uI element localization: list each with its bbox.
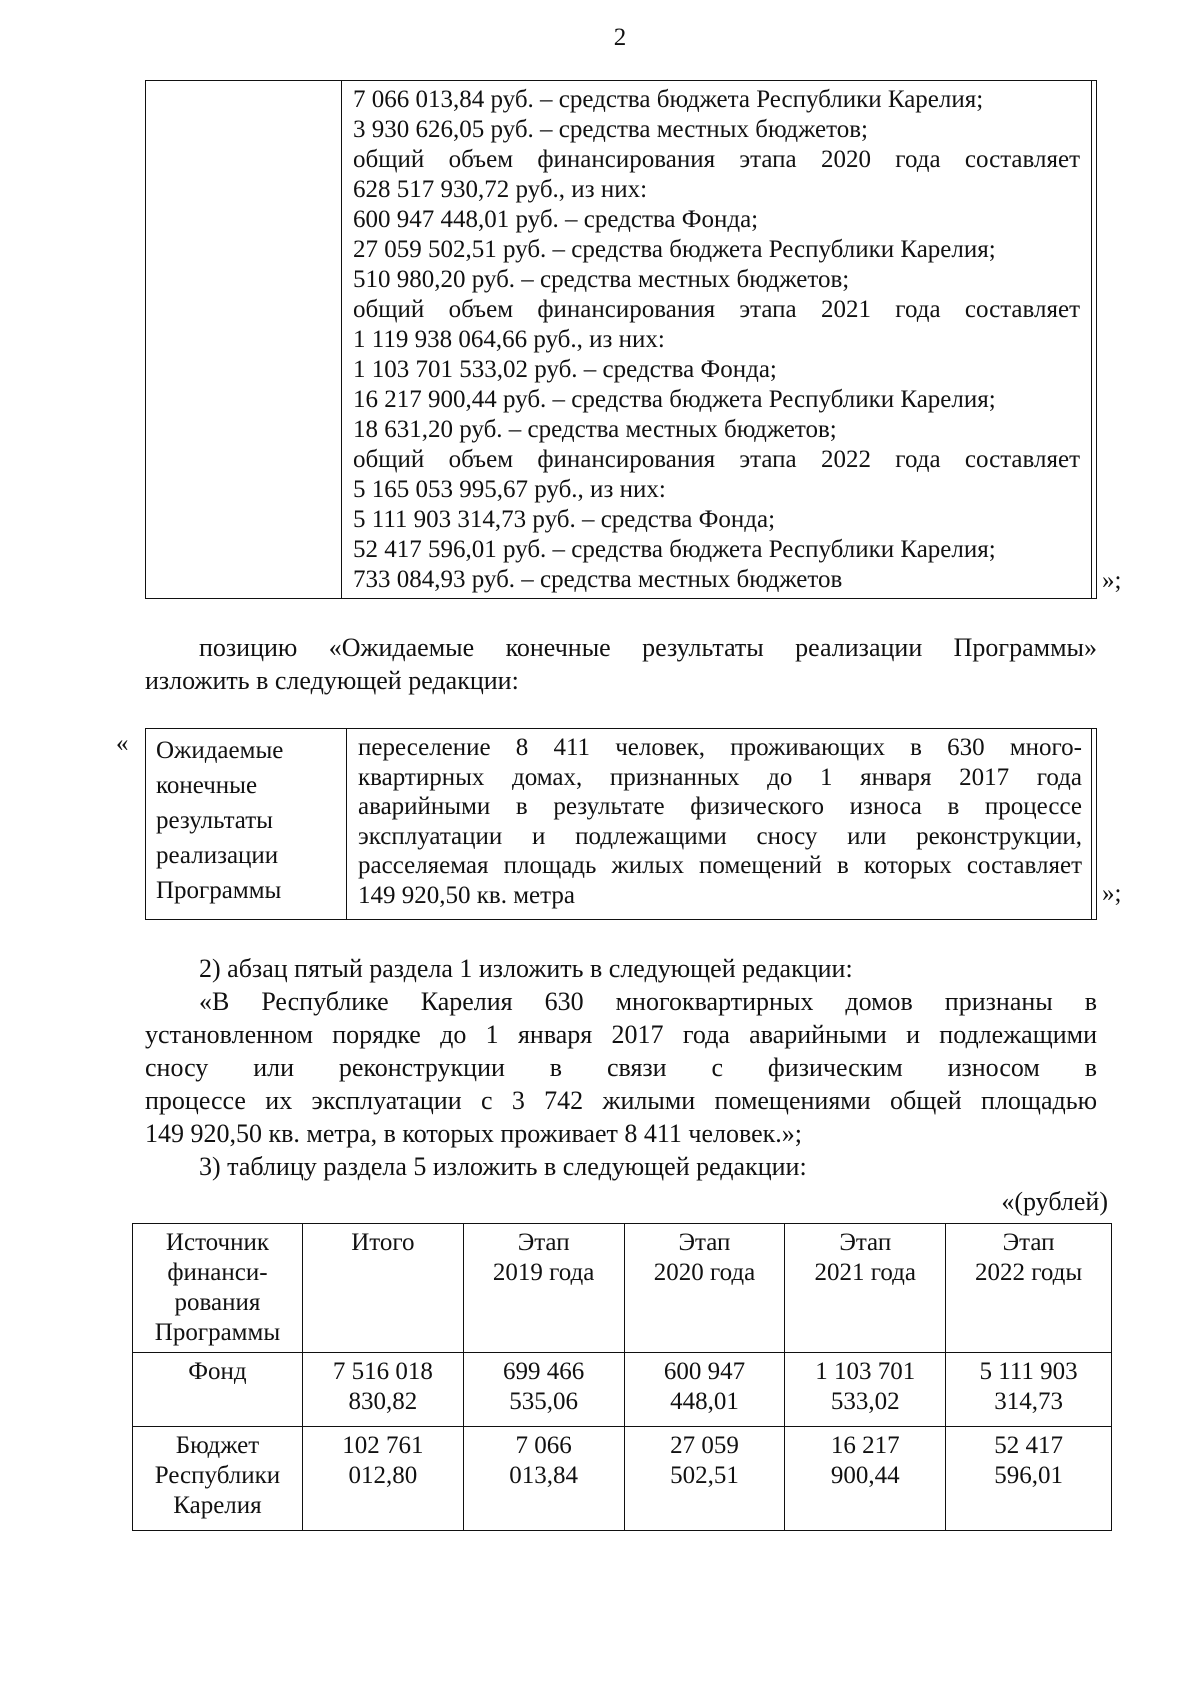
section1-line: 149 920,50 кв. метра, в которых проживает 8 411 человек.»; <box>145 1119 803 1148</box>
financing-line: общий объем финансирования этапа 2022 года составляет <box>353 446 1080 473</box>
section1-item: 2) абзац пятый раздела 1 изложить в следующей редакции: <box>199 954 853 983</box>
financing-line: 18 631,20 руб. – средства местных бюджетов; <box>353 416 837 443</box>
row-source: Фонд <box>133 1353 303 1427</box>
section1-line: «В Республике Карелия 630 многоквартирных домов признаны в <box>199 987 1097 1016</box>
label-line: Программы <box>156 877 282 904</box>
financing-line: 733 084,93 руб. – средства местных бюджетов <box>353 566 843 593</box>
financing-line: 16 217 900,44 руб. – средства бюджета Республики Карелия; <box>353 386 996 413</box>
row-2019: 699 466 535,06 <box>463 1353 624 1427</box>
results-line: квартирных домах, признанных до 1 января 2017 года <box>358 763 1082 791</box>
section1-line: процессе их эксплуатации с 3 742 жилыми помещениями общей площадью <box>145 1086 1097 1115</box>
financing-line: 510 980,20 руб. – средства местных бюджетов; <box>353 266 850 293</box>
table-row <box>133 1427 1112 1531</box>
table-row <box>133 1353 1112 1427</box>
label-line: конечные <box>156 772 258 799</box>
closing-quote: »; <box>1102 567 1122 594</box>
column-divider <box>1091 81 1092 598</box>
results-text <box>358 733 1082 910</box>
financing-line: 5 165 053 995,67 руб., из них: <box>353 476 666 503</box>
header-stage-2022: Этап 2022 годы <box>946 1224 1112 1353</box>
units-label: «(рублей) <box>1001 1187 1108 1216</box>
intro-line: изложить в следующей редакции: <box>145 666 519 695</box>
results-label <box>156 733 341 908</box>
header-source: Источник финанси- рования Программы <box>133 1224 303 1353</box>
page-number: 2 <box>613 24 627 51</box>
financing-line: 5 111 903 314,73 руб. – средства Фонда; <box>353 506 776 533</box>
section5-item: 3) таблицу раздела 5 изложить в следующей редакции: <box>199 1152 807 1181</box>
results-line: переселение 8 411 человек, проживающих в 630 много- <box>358 734 1082 761</box>
closing-quote: »; <box>1102 880 1122 907</box>
intro-line: позицию «Ожидаемые конечные результаты реализации Программы» <box>199 633 1097 662</box>
results-line: аварийными в результате физического износа в процессе <box>358 793 1082 820</box>
financing-line: 600 947 448,01 руб. – средства Фонда; <box>353 206 759 233</box>
results-line: эксплуатации и подлежащими сносу или реконструкции, <box>358 822 1082 850</box>
section1-line: установленном порядке до 1 января 2017 года аварийными и подлежащими <box>145 1020 1097 1049</box>
row-total: 102 761 012,80 <box>302 1427 463 1531</box>
results-line: расселяемая площадь жилых помещений в которых составляет <box>358 852 1082 879</box>
results-table <box>145 728 1097 920</box>
results-line: 149 920,50 кв. метра <box>358 881 575 909</box>
opening-quote: « <box>116 730 129 757</box>
row-2021: 1 103 701 533,02 <box>785 1353 946 1427</box>
financing-table <box>145 80 1097 599</box>
label-line: Ожидаемые <box>156 737 284 764</box>
column-divider <box>1091 729 1092 919</box>
row-2021: 16 217 900,44 <box>785 1427 946 1531</box>
financing-line: 7 066 013,84 руб. – средства бюджета Республики Карелия; <box>353 86 984 113</box>
financing-line: 3 930 626,05 руб. – средства местных бюджетов; <box>353 116 868 143</box>
header-total: Итого <box>302 1224 463 1353</box>
row-2022: 52 417 596,01 <box>946 1427 1112 1531</box>
column-divider <box>341 81 342 598</box>
header-stage-2020: Этап 2020 года <box>624 1224 785 1353</box>
row-2020: 27 059 502,51 <box>624 1427 785 1531</box>
table-header-row <box>133 1224 1112 1353</box>
financing-line: 27 059 502,51 руб. – средства бюджета Республики Карелия; <box>353 236 996 263</box>
header-stage-2021: Этап 2021 года <box>785 1224 946 1353</box>
financing-line: общий объем финансирования этапа 2020 года составляет <box>353 146 1080 173</box>
row-total: 7 516 018 830,82 <box>302 1353 463 1427</box>
financing-line: 52 417 596,01 руб. – средства бюджета Республики Карелия; <box>353 536 996 563</box>
section1-line: сносу или реконструкции в связи с физическим износом в <box>145 1053 1097 1082</box>
budget-table <box>132 1223 1112 1531</box>
row-2022: 5 111 903 314,73 <box>946 1353 1112 1427</box>
label-line: результаты <box>156 807 273 834</box>
financing-line: общий объем финансирования этапа 2021 года составляет <box>353 296 1080 323</box>
financing-line: 1 103 701 533,02 руб. – средства Фонда; <box>353 356 777 383</box>
header-stage-2019: Этап 2019 года <box>463 1224 624 1353</box>
row-source: Бюджет Республики Карелия <box>133 1427 303 1531</box>
label-line: реализации <box>156 842 279 869</box>
financing-line: 1 119 938 064,66 руб., из них: <box>353 326 665 353</box>
column-divider <box>346 729 347 919</box>
financing-line: 628 517 930,72 руб., из них: <box>353 176 648 203</box>
financing-text <box>353 85 1080 595</box>
row-2019: 7 066 013,84 <box>463 1427 624 1531</box>
row-2020: 600 947 448,01 <box>624 1353 785 1427</box>
